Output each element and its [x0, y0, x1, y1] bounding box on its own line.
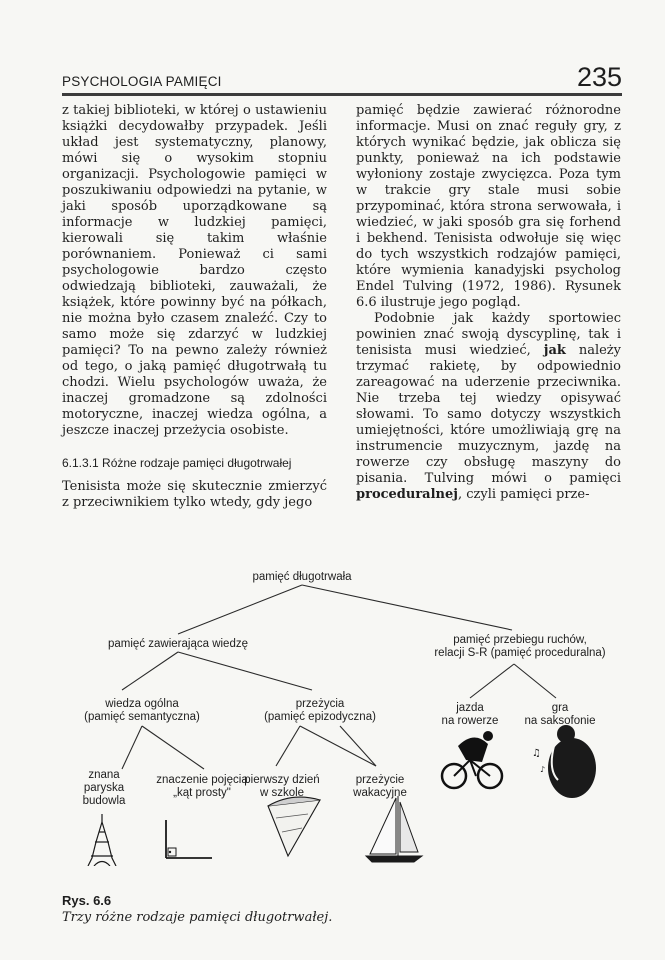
term-proceduralnej: proceduralnej [356, 487, 458, 502]
running-title: PSYCHOLOGIA PAMIĘCI [62, 74, 222, 89]
sailboat-icon [366, 796, 422, 862]
edge-episodic-holiday-2 [340, 726, 376, 766]
edge-semantic-angle [142, 726, 204, 769]
right-paragraph-1: pamięć będzie zawierać różnorodne informacje. Musi on znać reguły gry, z których wynikać będzie, jak oblicza się punkty, ponieważ na ich podstawie wyłoniony zostaje zwycięzca. Poza tym w trakcie gry stale musi sobie przypominać, która strona serwowała, i wiedzieć, w jaki sposób gra się forhend i bekhend. Tenisista odwołuje się więc do tych wszystkich rodzajów pamięci, które wymienia kanadyjski psycholog Endel Tulving (1972, 1986). Rysunek 6.6 ilustruje jego pogląd. [356, 103, 621, 310]
right-column [356, 103, 621, 503]
node-line: jazda [456, 702, 484, 714]
node-line: paryska [83, 782, 125, 794]
emphasis-jak: jak [543, 343, 566, 358]
edge-procedural-sax [514, 664, 556, 698]
edge-procedural-cycling [470, 664, 514, 698]
node-line: znaczenie pojęcia [156, 774, 248, 786]
eiffel-tower-icon [88, 814, 116, 866]
node-saxophone [525, 702, 596, 728]
paragraph-text: należy trzymać rakietę, by odpowiednio zareagować na uderzenie przeciwnika. Nie trzeba tej wiedzy opisywać słowami. To samo dotyczy wszystkich umiejętności, które umożliwiają grę na instrumencie muzycznym, jazdę na rowerze czy obsługę maszyny do pisania. Tulving mówi o pamięci [356, 343, 621, 486]
node-holiday-experience [353, 774, 407, 800]
right-paragraph-2 [356, 311, 621, 503]
page-number: 235 [576, 62, 622, 92]
node-line: „kąt prosty" [173, 787, 231, 799]
node-line: na saksofonie [524, 715, 596, 727]
node-line: wakacyjne [353, 787, 407, 799]
saxophone-player-icon [532, 725, 596, 798]
cyclist-icon [442, 731, 502, 788]
node-long-term-memory: pamięć długotrwała [252, 571, 352, 583]
node-line: (pamięć epizodyczna) [264, 711, 376, 723]
node-line: na rowerze [441, 715, 499, 727]
paragraph-text: Podobnie jak każdy sportowiec powinien znać swoją dyscyplinę, tak i tenisista musi wiedzieć, [356, 311, 621, 358]
edge-semantic-paris [122, 726, 142, 769]
node-line: przeżycia [295, 698, 345, 710]
node-line: relacji S-R (pamięć proceduralna) [434, 647, 606, 659]
edge-episodic-school [276, 726, 300, 766]
node-line: w szkole [259, 787, 305, 799]
svg-text:♪: ♪ [540, 765, 546, 774]
svg-text:♫: ♫ [532, 748, 541, 759]
edge-declarative-episodic [178, 652, 312, 690]
paragraph-text: , czyli pamięci prze- [457, 487, 590, 502]
node-line: przeżycie [355, 774, 405, 786]
node-line: budowla [82, 795, 126, 807]
memory-tree-figure [62, 566, 622, 866]
edge-episodic-holiday [300, 726, 376, 766]
node-line: wiedza ogólna [105, 698, 179, 710]
caption-text: Trzy różne rodzaje pamięci długotrwałej. [62, 910, 333, 925]
node-line: (pamięć semantyczna) [84, 711, 200, 723]
node-cycling [442, 702, 499, 728]
node-first-school-day [244, 774, 319, 800]
node-paris-building [83, 769, 126, 808]
node-semantic-memory [84, 698, 200, 724]
node-right-angle [156, 774, 247, 800]
edge-root-declarative [178, 585, 302, 634]
left-column [62, 103, 327, 511]
node-line: znana [88, 769, 120, 781]
left-paragraph-2: Tenisista może się skutecznie zmierzyć z przeciwnikiem tylko wtedy, gdy jego [62, 479, 327, 510]
figure-caption [62, 893, 622, 925]
edge-root-procedural [302, 585, 512, 630]
node-line: pierwszy dzień [244, 774, 320, 786]
edge-declarative-semantic [122, 652, 178, 690]
header-rule [62, 93, 622, 96]
node-declarative-memory: pamięć zawierająca wiedzę [108, 638, 248, 650]
school-cone-icon [268, 797, 320, 856]
section-heading: 6.1.3.1 Różne rodzaje pamięci długotrwałej [62, 456, 292, 470]
right-angle-icon [166, 820, 212, 858]
caption-label: Rys. 6.6 [62, 893, 112, 908]
node-line: gra [551, 702, 569, 714]
left-paragraph-1: z takiej biblioteki, w której o ustawieniu książki decydowałby przypadek. Jeśli układ jest systematyczny, planowy, mówi się o wysokim stopniu organizacji. Psychologowie pamięci w poszukiwaniu odpowiedzi na pytanie, w jaki sposób uporządkowane są informacje w ludzkiej pamięci, kierowali się takim właśnie porównaniem. Ponieważ ci sami psychologowie bardzo często odwiedzają biblioteki, zauważali, że książek, które powinny być na półkach, nie można było czasem znaleźć. Czy to samo może się zdarzyć w ludzkiej pamięci? To na pewno zależy również od tego, o jaką pamięć długotrwałą tu chodzi. Wielu psychologów uważa, że inaczej gromadzone są zdolności motoryczne, inaczej wiedza ogólna, a jeszcze inaczej przeżycia osobiste. [62, 103, 327, 438]
node-line: pamięć przebiegu ruchów, [453, 634, 587, 646]
node-episodic-memory [264, 698, 376, 724]
node-procedural-memory [434, 634, 605, 660]
